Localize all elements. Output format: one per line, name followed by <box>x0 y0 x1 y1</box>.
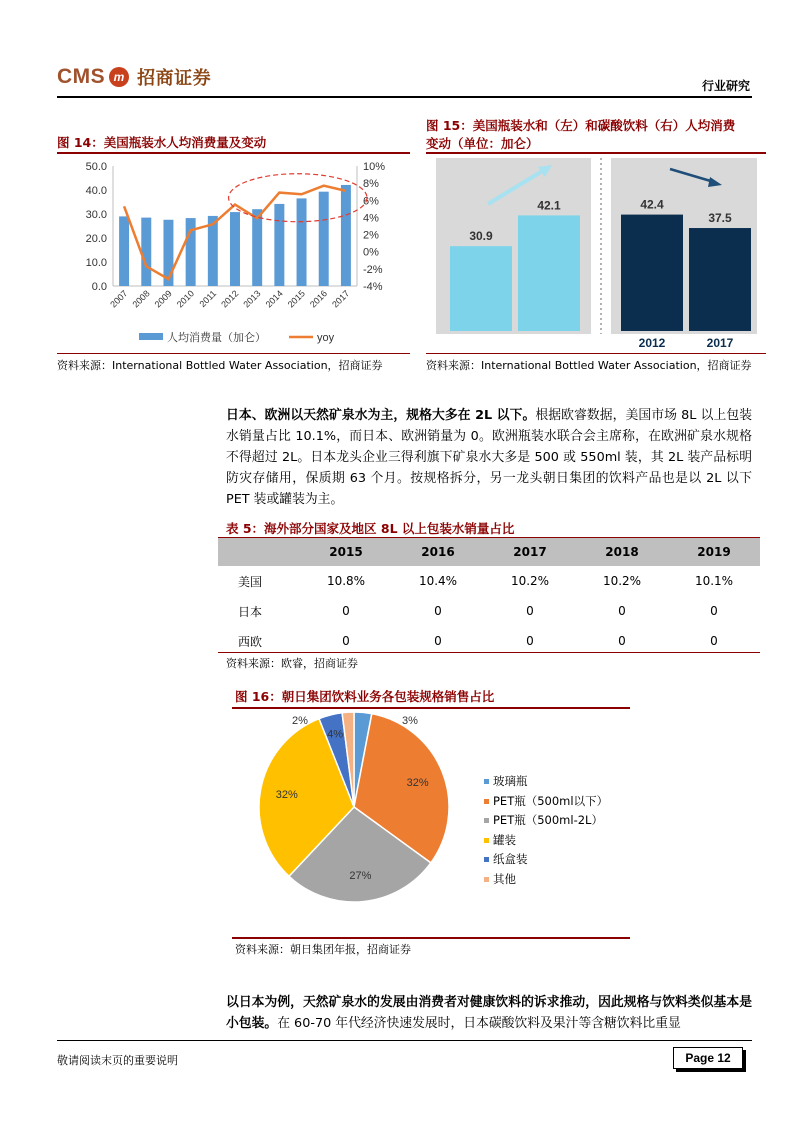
bar <box>119 216 129 286</box>
x-tick-label: 2015 <box>285 288 307 310</box>
paragraph-1-lead: 日本、欧洲以天然矿泉水为主，规格大多在 2L 以下。 <box>226 408 536 423</box>
fig14-source: 资料来源：International Bottled Water Association，招商证券 <box>57 359 383 372</box>
table-cell: 0 <box>710 634 718 648</box>
legend-label: 其他 <box>493 871 516 886</box>
fig15-source: 资料来源：International Bottled Water Association，招商证券 <box>426 359 752 372</box>
table-cell: 10.4% <box>418 574 458 588</box>
table-cell: 10.1% <box>694 574 734 588</box>
table-row <box>218 566 760 596</box>
x-tick-label: 2013 <box>241 288 263 310</box>
legend-item <box>484 772 608 792</box>
bar <box>341 185 351 286</box>
bar <box>319 192 329 286</box>
fig15-chart <box>426 156 766 352</box>
fig14-chart <box>57 156 410 352</box>
legend-label: 玻璃瓶 <box>493 774 528 788</box>
table-cell: 0 <box>434 604 442 618</box>
table-cell: 0 <box>618 634 626 648</box>
y-tick-label-right: 8% <box>363 178 379 191</box>
x-category-label: 2012 <box>467 336 495 350</box>
x-tick-label: 2016 <box>307 288 330 310</box>
table-cell: 10.2% <box>602 574 642 588</box>
legend-swatch <box>484 818 489 823</box>
table-cell: 0 <box>434 634 442 648</box>
table-header-cell: 2018 <box>576 538 668 566</box>
bar <box>274 204 284 286</box>
y-tick-label-right: 0% <box>363 246 379 259</box>
bar <box>230 212 240 286</box>
pie-value-label: 27% <box>349 870 372 883</box>
x-category-label: 2017 <box>535 336 563 350</box>
footer-note: 敬请阅读末页的重要说明 <box>57 1054 178 1067</box>
fig16-source: 资料来源：朝日集团年报，招商证券 <box>235 943 411 956</box>
bar-value-label: 42.1 <box>537 198 561 213</box>
y-tick-label-right: 4% <box>363 212 379 225</box>
legend-bar-swatch <box>139 333 163 340</box>
bar <box>450 246 512 331</box>
table-cell: 0 <box>526 604 534 618</box>
bar <box>518 215 580 331</box>
x-tick-label: 2014 <box>263 288 285 310</box>
bar <box>621 215 683 331</box>
fig16-legend <box>484 772 608 889</box>
table-row-label: 日本 <box>238 604 263 619</box>
fig15-title-line1: 图 15：美国瓶装水和（左）和碳酸饮料（右）人均消费 <box>426 118 736 133</box>
cms-logo <box>57 64 211 90</box>
table-header-cell: 2016 <box>392 538 484 566</box>
table-header-cell: 2015 <box>300 538 392 566</box>
legend-swatch <box>484 779 489 784</box>
table5-bottom-rule <box>218 652 760 653</box>
legend-swatch <box>484 877 489 882</box>
fig16-title-rule <box>232 707 630 709</box>
x-tick-label: 2017 <box>330 288 352 310</box>
paragraph-1 <box>226 405 752 510</box>
y-tick-label-left: 30.0 <box>85 209 107 221</box>
legend-label: PET瓶（500ml-2L） <box>493 813 603 827</box>
table5-source: 资料来源：欧睿，招商证券 <box>226 657 358 670</box>
legend-label: PET瓶（500ml以下） <box>493 793 609 808</box>
table-header-cell: 2019 <box>668 538 760 566</box>
fig16-bottom-rule <box>232 937 630 939</box>
x-tick-label: 2009 <box>152 288 174 310</box>
pie-value-label: 32% <box>406 776 429 789</box>
fig15-bottom-rule <box>426 353 766 354</box>
footer-divider <box>57 1040 752 1041</box>
x-tick-label: 2008 <box>130 288 152 310</box>
bar-value-label: 42.4 <box>640 197 664 212</box>
fig15-title-line2: 变动（单位：加仑） <box>426 136 539 151</box>
bar <box>252 209 262 286</box>
paragraph-2-body: 在 60-70 年代经济快速发展时，日本碳酸饮料及果汁等含糖饮料比重显 <box>277 1016 681 1031</box>
pie-value-label: 2% <box>292 715 308 727</box>
legend-item <box>484 831 608 851</box>
fig14-title: 图 14：美国瓶装水人均消费量及变动 <box>57 135 267 150</box>
y-tick-label-left: 50.0 <box>85 161 107 173</box>
y-tick-label-right: -4% <box>363 281 383 293</box>
table-row-label: 西欧 <box>238 634 263 649</box>
bar <box>141 218 151 286</box>
x-tick-label: 2011 <box>197 288 219 310</box>
y-tick-label-left: 0.0 <box>91 281 107 293</box>
fig16-title: 图 16：朝日集团饮料业务各包装规格销售占比 <box>235 689 495 704</box>
logo-en: CMS <box>57 65 106 88</box>
table-row <box>218 596 760 626</box>
legend-bar-label: 人均消费量（加仑） <box>167 332 266 344</box>
table-header-cell: 2017 <box>484 538 576 566</box>
y-tick-label-left: 10.0 <box>85 257 107 269</box>
fig14-bottom-rule <box>57 353 410 354</box>
paragraph-2-lead: 以日本为例，天然矿泉水的发展由消费者对健康饮料的诉求推动，因此规格与饮料类似基本是小包装。 <box>226 995 752 1031</box>
bar-value-label: 30.9 <box>469 229 493 244</box>
x-tick-label: 2012 <box>219 288 241 310</box>
x-category-label: 2017 <box>706 336 734 350</box>
y-tick-label-right: 2% <box>363 229 379 242</box>
table-cell: 10.2% <box>510 574 550 588</box>
table-header-cell <box>218 538 300 566</box>
bar <box>689 228 751 331</box>
table-row-label: 美国 <box>238 574 263 589</box>
bar <box>297 198 307 286</box>
pie-value-label: 3% <box>402 715 418 727</box>
table-cell: 0 <box>526 634 534 648</box>
table-cell: 0 <box>710 604 718 618</box>
table5 <box>218 538 760 656</box>
legend-label: 罐装 <box>493 832 516 847</box>
table-cell: 0 <box>618 604 626 618</box>
fig14-title-rule <box>57 152 410 154</box>
x-tick-label: 2010 <box>174 288 197 310</box>
legend-swatch <box>484 799 489 804</box>
y-tick-label-right: 10% <box>363 161 386 173</box>
legend-label: 纸盒装 <box>493 852 528 866</box>
bar-value-label: 37.5 <box>708 211 732 226</box>
paragraph-2 <box>226 992 752 1034</box>
fig15-title-rule <box>426 152 766 154</box>
y-tick-label-left: 40.0 <box>85 185 107 197</box>
logo-emblem-icon: m <box>109 67 129 87</box>
y-tick-label-right: 6% <box>363 195 379 208</box>
legend-swatch <box>484 857 489 862</box>
table-cell: 0 <box>342 604 350 618</box>
legend-item <box>484 792 608 812</box>
table-cell: 10.8% <box>326 574 366 588</box>
legend-swatch <box>484 838 489 843</box>
y-tick-label-left: 20.0 <box>85 233 107 245</box>
table5-title: 表 5：海外部分国家及地区 8L 以上包装水销量占比 <box>226 521 515 536</box>
pie-value-label: 32% <box>275 789 298 802</box>
header-divider <box>57 96 752 98</box>
legend-item <box>484 811 608 831</box>
legend-item <box>484 850 608 870</box>
legend-line-label: yoy <box>317 332 335 344</box>
logo-cn: 招商证券 <box>137 68 212 89</box>
table-cell: 0 <box>342 634 350 648</box>
legend-item <box>484 870 608 890</box>
pie-value-label: 4% <box>327 728 344 741</box>
table-header-row <box>218 538 760 566</box>
x-category-label: 2012 <box>638 336 666 350</box>
section-label: 行业研究 <box>701 79 750 93</box>
y-tick-label-right: -2% <box>363 263 383 276</box>
x-tick-label: 2007 <box>108 288 130 310</box>
paragraph-1-body: 根据欧睿数据，美国市场 8L 以上包装水销量占比 10.1%，而日本、欧洲销量为 0。欧洲瓶装水联合会主席称，在欧洲矿泉水规格不得超过 2L。日本龙头企业三得利旗下矿泉水大多是 500 或 550ml 装，其 2L 装产品标明防灾存储用，保质期 63 个月。按规格拆分，另一龙头朝日集团的饮料产品也是以 2L 以下 PET 装或罐装为主。 <box>226 408 752 507</box>
page-number: Page 12 <box>673 1047 743 1069</box>
